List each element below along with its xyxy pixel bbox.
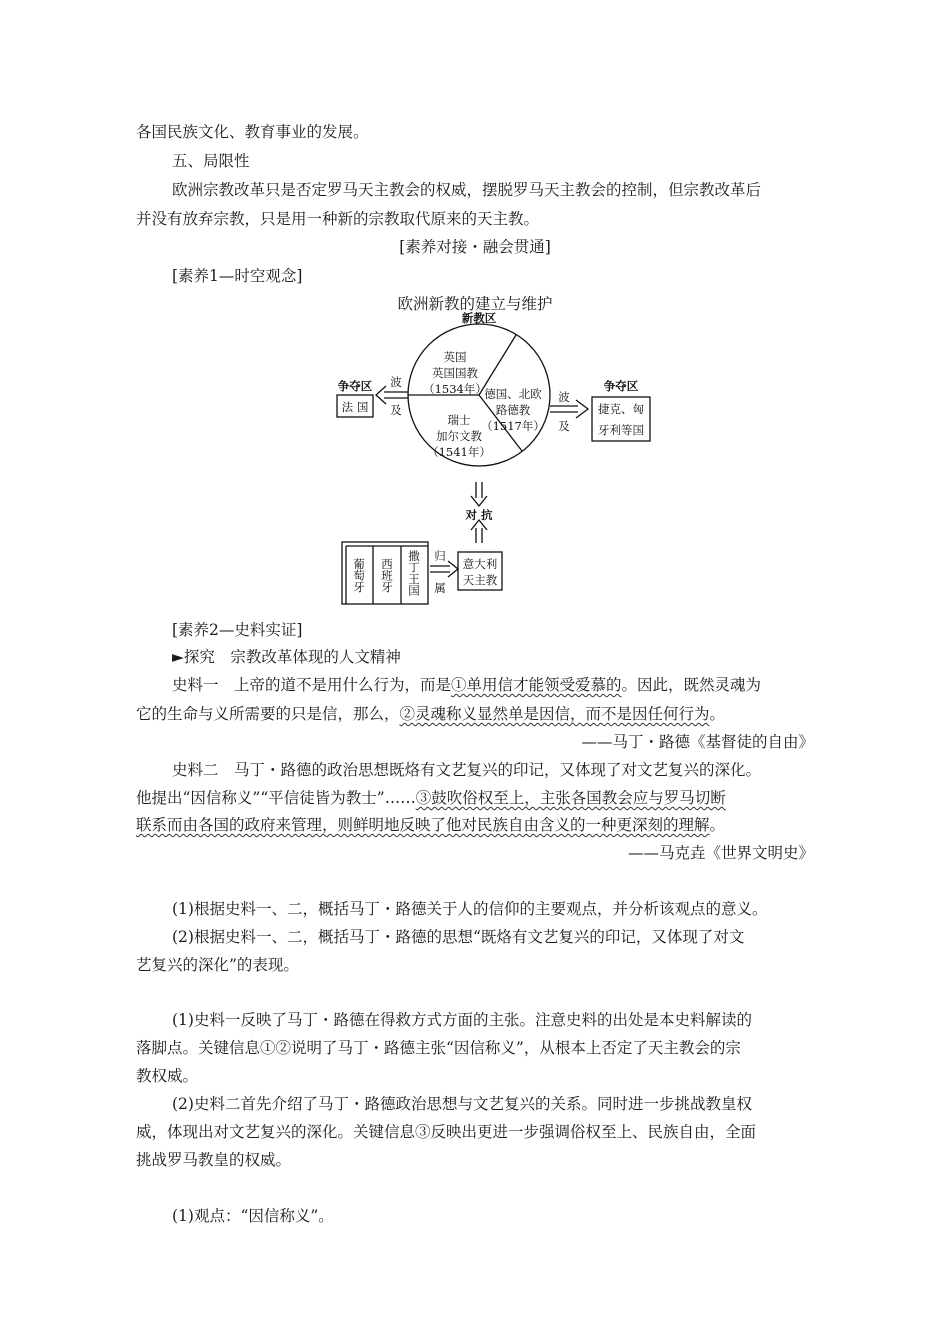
right-contested-label: 争夺区 (603, 379, 639, 393)
key-info-3: ③鼓吹俗权至上，主张各国教会应与罗马切断 (415, 789, 726, 807)
source-2-text: 他提出“因信称义”“平信徒皆为教士”…… (136, 789, 416, 807)
source-2-line-1: 史料二 马丁・路德的政治思想既烙有文艺复兴的印记，又体现了对文艺复兴的深化。 (172, 761, 762, 779)
calvinist-label: 加尔文教 (436, 429, 482, 443)
source-2-citation: ——马克垚《世界文明史》 (627, 844, 814, 862)
analysis-1-line-2: 落脚点。关键信息①②说明了马丁・路德主张“因信称义”，从根本上否定了天主教会的宗 (136, 1039, 741, 1057)
new-religion-label: 新教区 (461, 311, 497, 325)
germany-label: 德国、北欧 (484, 387, 542, 401)
lutheran-year-label: （1517年） (481, 419, 545, 433)
question-2-line-2: 艺复兴的深化”的表现。 (136, 956, 299, 974)
belong-top: 归 (434, 549, 446, 563)
protestant-diagram (0, 310, 950, 610)
analysis-2-line-3: 挑战罗马教皇的权威。 (136, 1151, 292, 1169)
source-2-line-2 (136, 787, 726, 809)
source-1-text: 史料一 上帝的道不是用什么行为，而是 (172, 676, 452, 694)
confront-label: 对 抗 (465, 508, 493, 522)
source-2-line-3 (136, 814, 725, 836)
competency-2-heading: [素养2—史料实证] (172, 621, 303, 639)
analysis-1-line-1: (1)史料一反映了马丁・路德在得救方式方面的主张。注意史料的出处是本史料解读的 (172, 1011, 752, 1029)
source-1-text: 。因此，既然灵魂为 (621, 676, 762, 694)
analysis-2-line-2: 威，体现出对文艺复兴的深化。关键信息③反映出更进一步强调俗权至上、民族自由，全面 (136, 1123, 757, 1141)
competency-1-heading: [素养1—时空观念] (172, 267, 303, 285)
hungary-label: 牙利等国 (598, 423, 644, 437)
belong-bottom: 属 (434, 581, 446, 595)
paragraph-line: 并没有放弃宗教，只是用一种新的宗教取代原来的天主教。 (136, 210, 540, 228)
question-1: (1)根据史料一、二，概括马丁・路德关于人的信仰的主要观点，并分析该观点的意义。 (172, 900, 768, 918)
catholic-label: 天主教 (462, 573, 498, 587)
analysis-2-line-1: (2)史料二首先介绍了马丁・路德政治思想与文艺复兴的关系。同时进一步挑战教皇权 (172, 1095, 752, 1113)
portugal-label: 葡萄牙 (352, 558, 366, 593)
sardinia-label: 撒丁王国 (407, 550, 421, 596)
england-church-label: 英国国教 (432, 366, 478, 380)
swiss-label: 瑞士 (447, 413, 471, 427)
explore-heading: ►探究 宗教改革体现的人文精神 (172, 648, 401, 666)
question-2-line-1: (2)根据史料一、二，概括马丁・路德的思想“既烙有文艺复兴的印记，又体现了对文 (172, 928, 745, 946)
key-info-3-cont: 联系而由各国的政府来管理，则鲜明地反映了他对民族自由含义的一种更深刻的理解 (136, 816, 710, 834)
calvinist-year-label: （1541年） (427, 445, 491, 459)
left-spread-bottom: 及 (390, 403, 402, 417)
section-heading-limitations: 五、局限性 (172, 152, 250, 170)
analysis-1-line-3: 教权威。 (136, 1067, 199, 1085)
france-label: 法 国 (341, 400, 369, 414)
source-1-citation: ——马丁・路德《基督徒的自由》 (581, 733, 814, 751)
source-2-text: 。 (709, 816, 726, 834)
paragraph-end: 各国民族文化、教育事业的发展。 (136, 123, 369, 141)
paragraph-line: 欧洲宗教改革只是否定罗马天主教会的权威，摆脱罗马天主教会的控制，但宗教改革后 (172, 181, 762, 199)
left-spread-top: 波 (390, 375, 402, 389)
left-contested-label: 争夺区 (337, 379, 373, 393)
section-title: [素养对接・融会贯通] (399, 238, 551, 256)
diagram-title: 欧洲新教的建立与维护 (397, 295, 553, 313)
key-info-1: ①单用信才能领受爱慕的 (451, 676, 622, 694)
czech-label: 捷克、匈 (598, 402, 644, 416)
lutheran-label: 路德教 (495, 403, 531, 417)
italy-label: 意大利 (462, 557, 498, 571)
england-year-label: （1534年） (423, 382, 487, 396)
source-1-line-2 (136, 703, 725, 725)
right-spread-bottom: 及 (558, 419, 570, 433)
source-1-text: 。 (709, 705, 726, 723)
right-spread-top: 波 (558, 390, 570, 404)
source-1-line-1 (172, 674, 761, 696)
spain-label: 西班牙 (380, 558, 394, 593)
source-1-text: 它的生命与义所需要的只是信，那么， (136, 705, 400, 723)
england-label: 英国 (443, 350, 467, 364)
answer-1: (1)观点：“因信称义”。 (172, 1207, 334, 1225)
key-info-2: ②灵魂称义显然单是因信，而不是因任何行为 (399, 705, 710, 723)
